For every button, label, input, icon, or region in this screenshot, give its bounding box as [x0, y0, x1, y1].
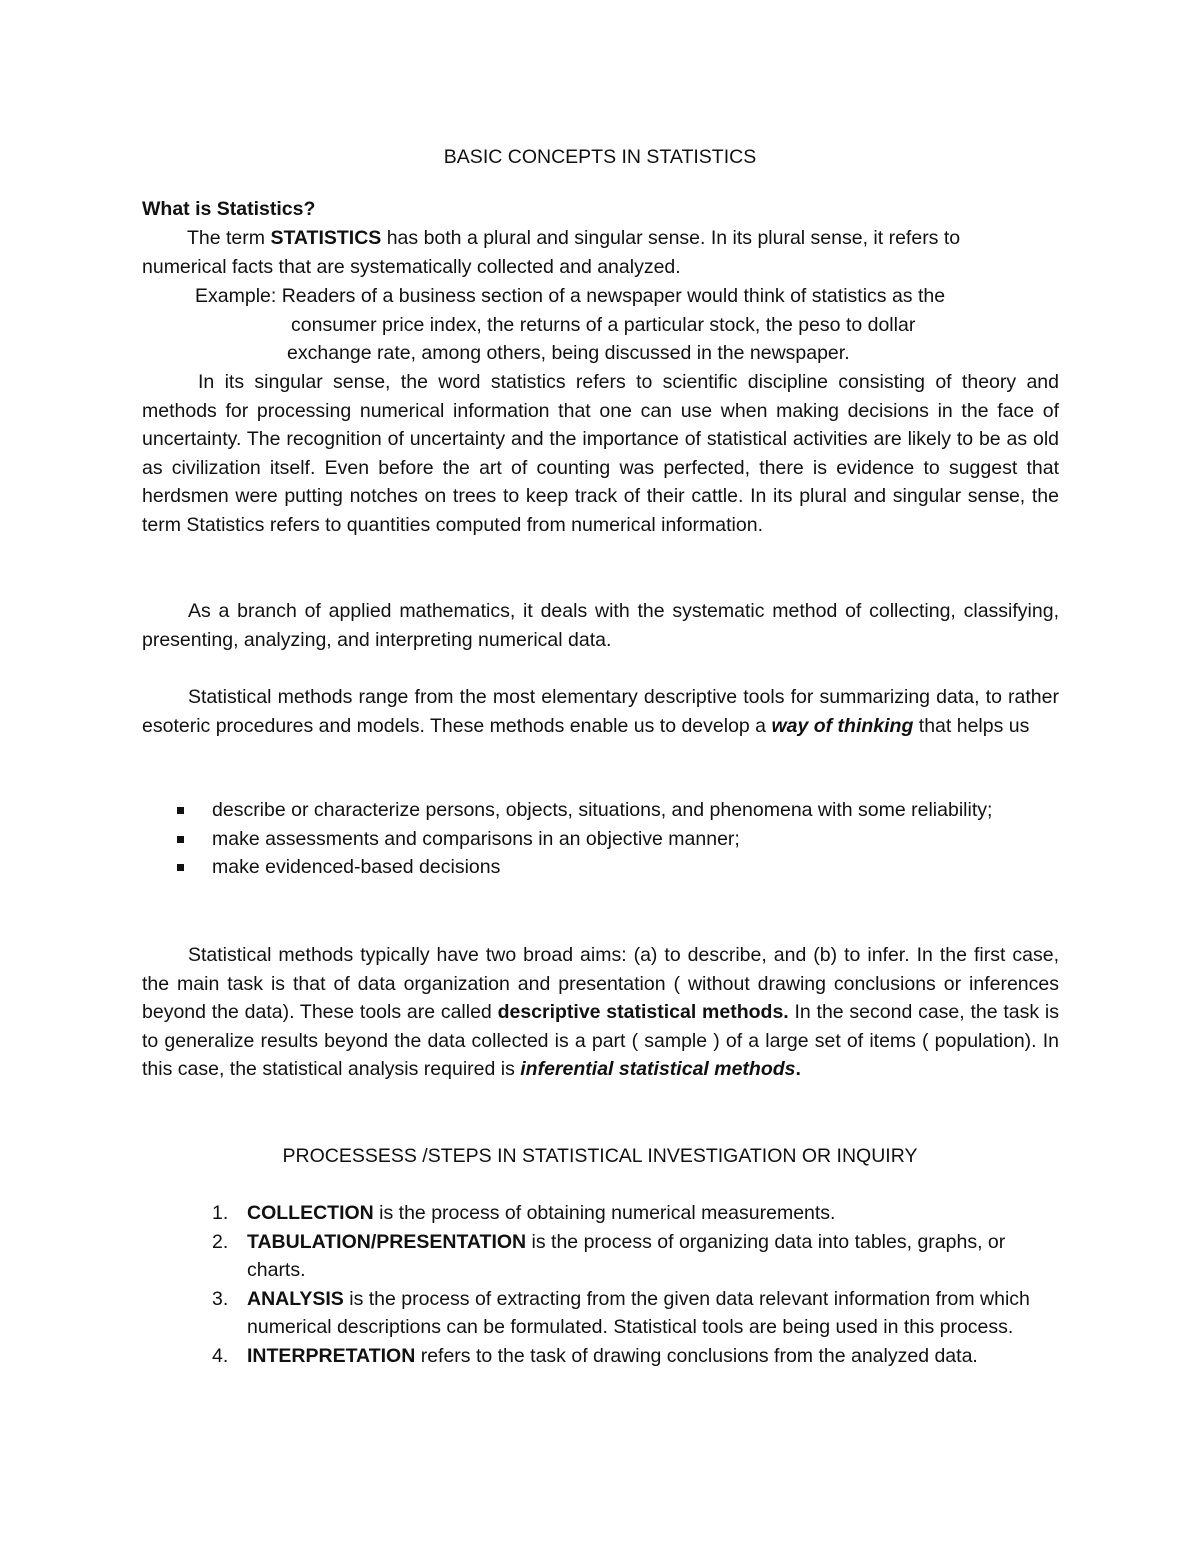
list-item-text: make assessments and comparisons in an objective manner; [212, 827, 740, 850]
paragraph-1-line-2: numerical facts that are systematically collected and analyzed. [142, 256, 681, 278]
step-number: 2. [212, 1230, 229, 1253]
step-number: 4. [212, 1344, 229, 1367]
paragraph-statistical-methods [142, 683, 1059, 740]
step-term: INTERPRETATION [247, 1344, 416, 1367]
bullet-square-icon [177, 864, 184, 871]
text-run: The term [187, 227, 271, 249]
text-run: has both a plural and singular sense. In its plural sense, it refers to [381, 227, 961, 249]
text-run: In the second case, the task is to generalize results beyond the data collected is a part ( sample ) of a large set of items ( population). In this case, the statistical analysis required is [142, 1001, 1059, 1081]
paragraph-two-broad-aims [142, 941, 1059, 1084]
bullet-square-icon [177, 836, 184, 843]
section-heading-what-is-statistics: What is Statistics? [142, 198, 316, 220]
term-descriptive-methods: descriptive statistical methods. [497, 1001, 789, 1024]
paragraph-branch-of-mathematics: As a branch of applied mathematics, it deals with the systematic method of collecting, classifying, presenting, analyzing, and interpreting numerical data. [142, 600, 1059, 651]
emphasis-way-of-thinking: way of thinking [771, 714, 914, 737]
list-item [142, 853, 1059, 882]
paragraph-1-line-1 [187, 224, 960, 253]
section-heading-steps: PROCESSESS /STEPS IN STATISTICAL INVESTIGATION OR INQUIRY [282, 1145, 918, 1167]
bullet-list [142, 796, 1059, 882]
step-item [212, 1228, 1062, 1285]
text-run: . [795, 1058, 801, 1081]
example-line-3: exchange rate, among others, being discussed in the newspaper. [287, 342, 850, 364]
term-statistics: STATISTICS [270, 227, 382, 249]
example-line-2: consumer price index, the returns of a particular stock, the peso to dollar [291, 314, 916, 336]
step-item [212, 1199, 1062, 1228]
step-text: is the process of organizing data into tables, graphs, or charts. [247, 1230, 1006, 1282]
step-item [212, 1342, 1062, 1371]
step-term: TABULATION/PRESENTATION [247, 1230, 527, 1253]
example-line-1: Example: Readers of a business section of a newspaper would think of statistics as the [195, 285, 946, 307]
paragraph-singular-sense: In its singular sense, the word statistics refers to scientific discipline consisting of theory and methods for processing numerical information that one can use when making decisions in the face of uncertainty. The recognition of uncertainty and the importance of statistical activities are likely to be as old as civilization itself. Even before the art of counting was perfected, there is evidence to suggest that herdsmen were putting notches on trees to keep track of their cattle. In its plural and singular sense, the term Statistics refers to quantities computed from numerical information. [142, 371, 1059, 536]
step-text: is the process of extracting from the given data relevant information from which numerical descriptions can be formulated. Statistical tools are being used in this process. [247, 1287, 1030, 1339]
step-number: 3. [212, 1287, 229, 1310]
step-text: is the process of obtaining numerical measurements. [373, 1202, 836, 1224]
list-item-text: make evidenced-based decisions [212, 856, 501, 879]
term-inferential-methods: inferential statistical methods [520, 1058, 796, 1081]
text-run: Statistical methods typically have two broad aims: (a) to describe, and (b) to infer. In the first case, the main task is that of data organization and presentation ( without drawing conclusions or inferences beyond the data). These tools are called [142, 944, 1059, 1024]
page-title: BASIC CONCEPTS IN STATISTICS [443, 146, 757, 168]
steps-list [212, 1199, 1062, 1371]
step-number: 1. [212, 1202, 229, 1224]
list-item [142, 825, 1059, 854]
bullet-square-icon [177, 807, 184, 814]
list-item [142, 796, 1059, 825]
step-text: refers to the task of drawing conclusions from the analyzed data. [415, 1344, 978, 1367]
step-term: COLLECTION [247, 1202, 374, 1224]
text-run: that helps us [913, 714, 1030, 737]
list-item-text: describe or characterize persons, objects, situations, and phenomena with some reliability; [212, 799, 993, 821]
step-term: ANALYSIS [247, 1287, 344, 1310]
text-run: Statistical methods range from the most elementary descriptive tools for summarizing data, to rather esoteric procedures and models. These methods enable us to develop a [142, 686, 1059, 737]
step-item [212, 1285, 1062, 1342]
